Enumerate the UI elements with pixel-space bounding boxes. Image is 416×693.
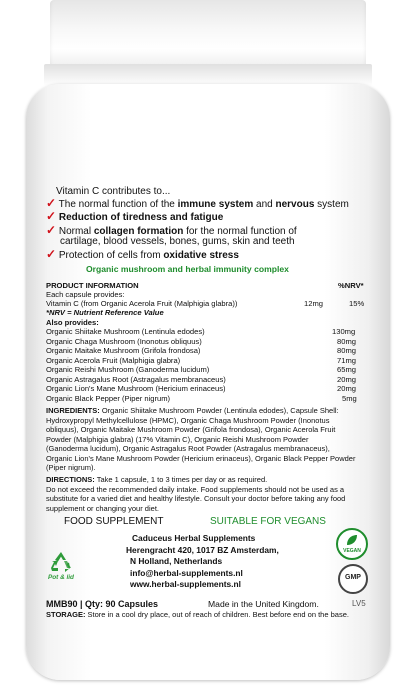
suitable-vegans-text: SUITABLE FOR VEGANS [210,516,326,527]
benefit-item: ✓ Normal collagen formation for the normal function of [46,223,297,237]
storage-line: STORAGE: Store in a cool dry place, out of reach of children. Best before end on the base. [46,610,349,619]
ingredients-line: obliquus), Organic Maitake Mushroom Powder (Grifola frondosa), Organic Acerola Fruit [46,425,336,434]
company-name: Caduceus Herbal Supplements [132,533,256,543]
ingredient-name: Organic Lion's Mane Mushroom (Hericium erinaceus) [46,384,226,393]
checkmark-icon: ✓ [46,196,57,210]
ingredient-name: Organic Black Pepper (Piper nigrum) [46,393,171,403]
ingredient-amount: 71mg [337,355,356,365]
directions-line: substitute for a varied diet and healthy lifestyle. Consult your doctor before taking any food [46,494,346,503]
bottle-neck [44,64,372,86]
product-code: MMB90 | Qty: 90 Capsules [46,599,159,609]
ingredient-amount: 5mg [342,393,357,403]
directions-line: Do not exceed the recommended daily intake. Food supplements should not be used as a [46,484,345,494]
checkmark-icon: ✓ [46,223,57,237]
company-address-line: Herengracht 420, 1017 BZ Amsterdam, [126,544,279,555]
ingredient-amount: 80mg [337,346,356,355]
nrv-heading: %NRV* [338,281,364,290]
vitamin-c-nrv: 15% [349,299,365,308]
ingredients-line: Hydroxypropyl Methylcellulose (HPMC), Organic Chaga Mushroom Powder (Inonotus [46,415,330,425]
directions-line: DIRECTIONS: Take 1 capsule, 1 to 3 times per day or as required. [46,475,268,484]
ingredient-name: Organic Shiitake Mushroom (Lentinula edodes) [46,327,205,336]
ingredient-amount: 65mg [337,365,356,374]
ingredient-name: Organic Acerola Fruit (Malphigia glabra) [46,355,181,365]
product-title: Organic mushroom and herbal immunity complex [86,264,289,274]
food-supplement-text: FOOD SUPPLEMENT [64,516,164,527]
checkmark-icon: ✓ [46,209,57,223]
each-capsule-text: Each capsule provides: [46,290,125,299]
company-email: info@herbal-supplements.nl [130,567,243,578]
recycle-text: Pot & lid [48,574,74,581]
company-address-line: N Holland, Netherlands [130,556,223,566]
ingredient-amount: 80mg [337,336,356,346]
ingredients-line: INGREDIENTS: Organic Shiitake Mushroom Powder (Lentinula edodes), Capsule Shell: [46,406,339,415]
ingredients-line: (Ganoderma lucidum), Organic Astragalus Root Powder (Astragalus membranaceus), [46,444,330,453]
made-in-text: Made in the United Kingdom. [208,599,319,609]
gmp-badge: GMP [338,564,368,594]
ingredients-line: (Piper nigrum). [46,463,96,472]
ingredient-amount: 20mg [337,384,356,393]
benefit-continuation: cartilage, blood vessels, bones, gums, skin and teeth [60,236,295,247]
nrv-note: *NRV = Nutrient Reference Value [46,308,164,317]
recycle-icon [48,550,74,574]
company-website: www.herbal-supplements.nl [130,579,241,589]
ingredient-amount: 20mg [337,374,356,384]
ingredients-line: Organic Lion's Mane Mushroom Powder (Hericium erinaceus), Organic Black Pepper Powder [46,453,356,463]
directions-line: supplement or changing your diet. [46,503,159,513]
ingredients-line: Powder (Malphigia glabra) (17% Vitamin C), Organic Reishi Mushroom Powder [46,434,309,444]
intro-text: Vitamin C contributes to... [56,186,171,197]
benefit-item: ✓ Protection of cells from oxidative stress [46,247,239,261]
vegan-badge: VEGAN [336,528,368,560]
leaf-icon [345,533,359,547]
bottle-cap [50,0,366,70]
ingredient-name: Organic Maitake Mushroom (Grifola frondosa) [46,346,201,355]
product-label [46,186,372,656]
info-heading: PRODUCT INFORMATION [46,281,139,290]
benefit-item: ✓ Reduction of tiredness and fatigue [46,209,224,223]
also-provides-heading: Also provides: [46,318,99,327]
vitamin-c-amount: 12mg [304,299,323,308]
ingredient-name: Organic Astragalus Root (Astragalus membranaceus) [46,374,226,384]
lot-code: LV5 [352,599,366,608]
ingredient-amount: 130mg [332,327,356,336]
checkmark-icon: ✓ [46,247,57,261]
benefit-item: ✓ The normal function of the immune system and nervous system [46,196,349,210]
vitamin-c-name: Vitamin C (from Organic Acerola Fruit (Malphigia glabra)) [46,299,238,308]
ingredient-name: Organic Chaga Mushroom (Inonotus obliquus) [46,336,202,346]
ingredient-name: Organic Reishi Mushroom (Ganoderma lucidum) [46,365,210,374]
